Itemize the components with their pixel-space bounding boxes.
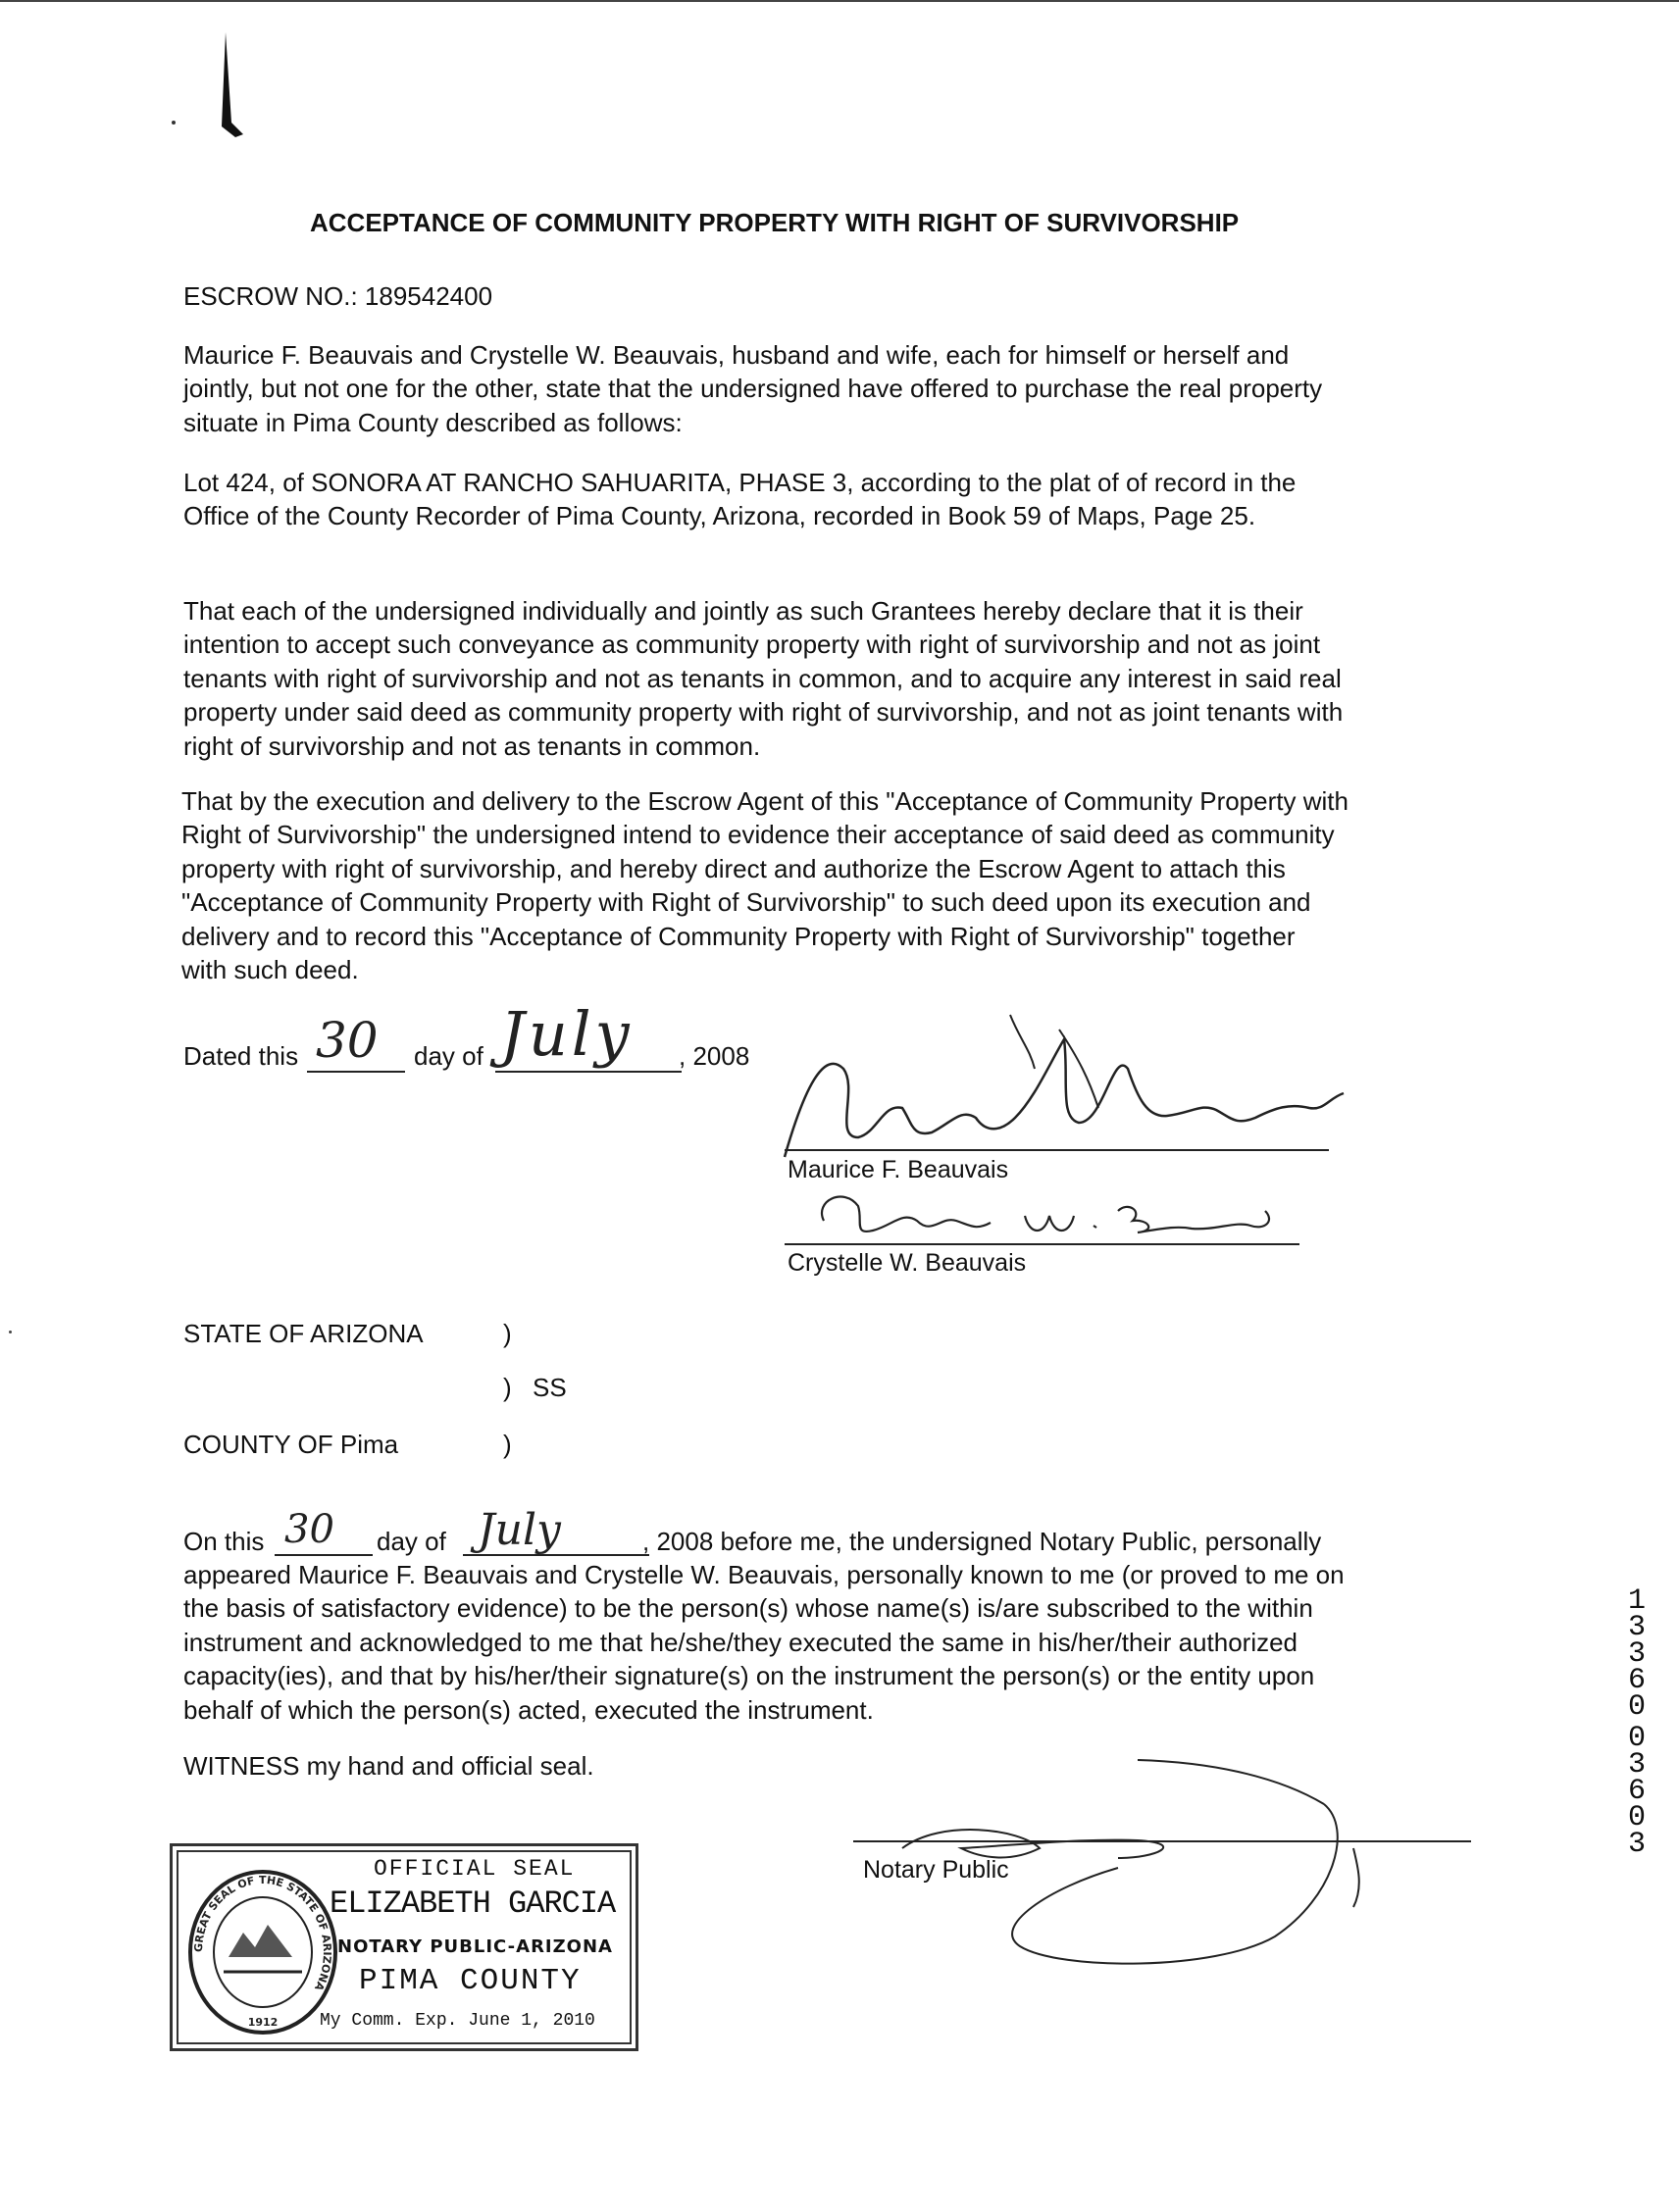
text-line: jointly, but not one for the other, state that the undersigned have offered to purchase the real property [183,374,1323,404]
dated-mid: day of [414,1041,483,1071]
text-line: That by the execution and delivery to the Escrow Agent of this "Acceptance of Community Property with [181,786,1348,816]
notary-day-handwritten: 30 [284,1507,334,1552]
text-line: capacity(ies), and that by his/her/their signature(s) on the instrument the person(s) or the entity upon [183,1661,1315,1691]
seal-commission-expiry: My Comm. Exp. June 1, 2010 [320,2011,595,2031]
venue-paren: ) [503,1319,512,1348]
venue-county: COUNTY OF Pima [183,1430,399,1459]
dated-month-blank [495,1071,682,1073]
venue-state: STATE OF ARIZONA [183,1319,424,1348]
seal-title: OFFICIAL SEAL [374,1856,576,1882]
text-line: right of survivorship and not as tenants in common. [183,730,761,761]
notary-paragraph-body [183,1558,1345,1727]
document-title: ACCEPTANCE OF COMMUNITY PROPERTY WITH RIGHT OF SURVIVORSHIP [310,208,1240,237]
text-line: "Acceptance of Community Property with Right of Survivorship" to such deed upon its execution and [181,887,1311,918]
text-line: Lot 424, of SONORA AT RANCHO SAHUARITA, PHASE 3, according to the plat of of record in the [183,468,1297,497]
text-line: instrument and acknowledged to me that he/she/they executed the same in his/her/their authorized [183,1627,1298,1657]
text-line: behalf of which the person(s) acted, executed the instrument. [183,1694,874,1725]
text-line: property with right of survivorship, and hereby direct and authorize the Escrow Agent to attach this [181,853,1286,883]
notary-month-handwritten: July [478,1505,561,1555]
notary-month-blank [463,1554,649,1556]
pen-mark-icon [157,25,275,142]
signature-line-crystelle [785,1243,1299,1245]
margin-number-vertical: 13360 [1628,1584,1647,1724]
dated-year: , 2008 [679,1041,750,1071]
paragraph-parties [183,338,1322,439]
seal-notary-title: NOTARY PUBLIC-ARIZONA [337,1936,613,1957]
dated-month-handwritten: July [500,998,634,1070]
notary-prefix: On this [183,1527,265,1556]
signer-name-maurice: Maurice F. Beauvais [788,1156,1009,1183]
seal-emblem-year: 1912 [247,2016,279,2029]
escrow-line [183,279,492,313]
escrow-label: ESCROW NO.: [183,281,358,311]
escrow-number: 189542400 [364,281,493,311]
notary-rest: , 2008 before me, the undersigned Notary Public, personally [642,1527,1322,1556]
signature-maurice [765,1010,1353,1177]
scan-dot [9,1331,12,1333]
venue-paren: ) [503,1373,512,1402]
state-seal-emblem-icon [184,1864,341,2040]
text-line: with such deed. [181,955,359,985]
dated-prefix: Dated this [183,1041,299,1071]
dated-day-blank [307,1071,405,1073]
paragraph-execution [181,784,1348,986]
text-line: Right of Survivorship" the undersigned intend to evidence their acceptance of said deed as community [181,820,1335,850]
text-line: intention to accept such conveyance as community property with right of survivorship and not as joint [183,629,1321,660]
text-line: appeared Maurice F. Beauvais and Crystelle W. Beauvais, personally known to me (or proved to me on [183,1560,1345,1589]
notary-mid: day of [377,1527,446,1556]
venue-ss: SS [533,1373,567,1402]
notary-day-blank [275,1554,373,1556]
notary-public-label: Notary Public [863,1856,1009,1884]
text-line: tenants with right of survivorship and not as tenants in common, and to acquire any interest in said real [183,663,1342,693]
text-line: Office of the County Recorder of Pima County, Arizona, recorded in Book 59 of Maps, Page 25. [183,501,1256,531]
witness-statement: WITNESS my hand and official seal. [183,1751,594,1781]
seal-county: PIMA COUNTY [359,1964,582,1998]
text-line: the basis of satisfactory evidence) to be the person(s) whose name(s) is/are subscribed to the within [183,1593,1313,1624]
seal-emblem-text: GREAT SEAL OF THE STATE OF ARIZONA [191,1873,334,1993]
paragraph-declaration [183,594,1343,763]
notary-signature-line [853,1840,1471,1842]
signature-line-maurice [785,1149,1329,1151]
text-line: delivery and to record this "Acceptance of Community Property with Right of Survivorship" together [181,921,1296,951]
text-line: That each of the undersigned individually and jointly as such Grantees hereby declare that it is their [183,596,1303,626]
signer-name-crystelle: Crystelle W. Beauvais [788,1249,1027,1277]
text-line: situate in Pima County described as follows: [183,407,683,437]
legal-description [183,466,1296,533]
scan-edge-line [0,0,1679,2]
text-line: property under said deed as community property with right of survivorship, and not as joint tenants with [183,697,1344,728]
seal-notary-name: ELIZABETH GARCIA [330,1885,616,1922]
dated-day-handwritten: 30 [316,1012,379,1069]
margin-number-vertical: 03603 [1628,1722,1647,1861]
venue-paren: ) [503,1430,512,1459]
text-line: Maurice F. Beauvais and Crystelle W. Beauvais, husband and wife, each for himself or herself and [183,340,1290,370]
official-seal-stamp [170,1843,638,2051]
